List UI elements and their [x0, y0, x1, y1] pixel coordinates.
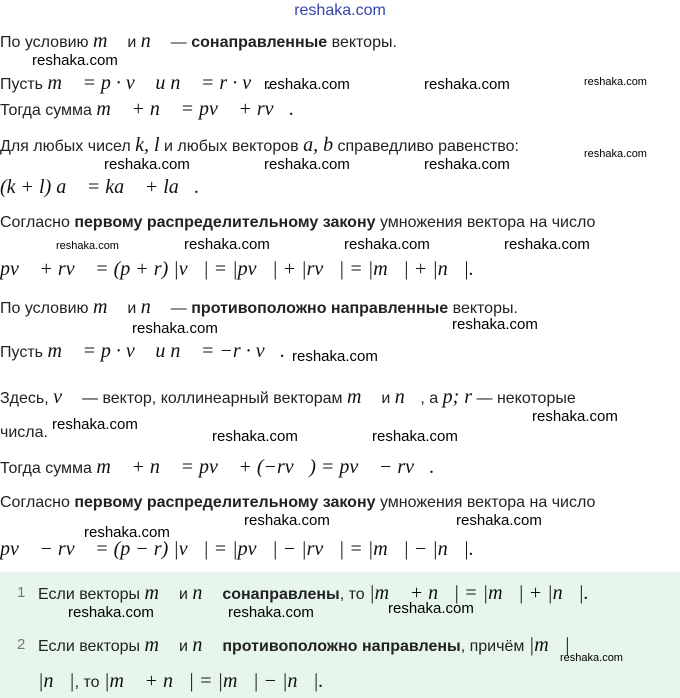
watermark[interactable]: reshaka.com — [104, 156, 190, 173]
watermark[interactable]: reshaka.com — [560, 652, 623, 664]
watermark[interactable]: reshaka.com — [424, 156, 510, 173]
summary-item-2-number: 2 — [17, 636, 26, 653]
watermark[interactable]: reshaka.com — [56, 240, 119, 252]
watermark[interactable]: reshaka.com — [292, 348, 378, 365]
text-line-let-opposite: Пусть m⃗ = p · v⃗ и n⃗ = −r · v⃗. — [0, 340, 286, 362]
watermark[interactable]: reshaka.com — [372, 428, 458, 445]
watermark[interactable]: reshaka.com — [52, 416, 138, 433]
text-line-numbers: числа. — [0, 424, 48, 441]
watermark[interactable]: reshaka.com — [504, 236, 590, 253]
summary-item-1-number: 1 — [17, 584, 26, 601]
summary-item-2: Если векторы m⃗ и n⃗ противоположно направлены, причём |m⃗| ⩾ — [38, 634, 591, 656]
watermark[interactable]: reshaka.com — [68, 604, 154, 621]
text-line-opposite-condition: По условию m⃗ и n⃗ — противоположно направленные векторы. — [0, 296, 518, 318]
summary-box — [0, 572, 680, 698]
formula-sum-opposite: pv⃗ − rv⃗ = (p − r) |v⃗| = |pv⃗| − |rv⃗| = |m⃗| − |n⃗|. — [0, 538, 474, 560]
watermark[interactable]: reshaka.com — [32, 52, 118, 69]
watermark[interactable]: reshaka.com — [228, 604, 314, 621]
text-line-sum-opposite: Тогда сумма m⃗ + n⃗ = pv⃗ + (−rv⃗) = pv⃗ − rv⃗. — [0, 456, 435, 478]
text-line-sum-codirected: Тогда сумма m⃗ + n⃗ = pv⃗ + rv⃗. — [0, 98, 295, 120]
watermark[interactable]: reshaka.com — [212, 428, 298, 445]
text-line-codirected-condition: По условию m⃗ и n⃗ — сонаправленные векторы. — [0, 30, 397, 52]
site-watermark-top[interactable]: reshaka.com — [294, 2, 386, 19]
watermark[interactable]: reshaka.com — [344, 236, 430, 253]
text-line-for-any-numbers: Для любых чисел k, l и любых векторов a, b справедливо равенство: — [0, 134, 519, 156]
watermark[interactable]: reshaka.com — [132, 320, 218, 337]
summary-item-1: Если векторы m⃗ и n⃗ сонаправлены, то |m⃗ + n⃗| = |m⃗| + |n⃗|. — [38, 582, 589, 604]
formula-distributive-law: (k + l) a⃗ = ka⃗ + la⃗. — [0, 176, 200, 198]
watermark[interactable]: reshaka.com — [264, 156, 350, 173]
watermark[interactable]: reshaka.com — [264, 76, 350, 93]
watermark[interactable]: reshaka.com — [84, 524, 170, 541]
formula-sum-codirected: pv⃗ + rv⃗ = (p + r) |v⃗| = |pv⃗| + |rv⃗| = |m⃗| + |n⃗|. — [0, 258, 474, 280]
text-line-by-first-law-2: Согласно первому распределительному закону умножения вектора на число — [0, 494, 596, 511]
watermark[interactable]: reshaka.com — [244, 512, 330, 529]
text-line-here-v-vector: Здесь, v⃗ — вектор, коллинеарный векторам m⃗ и n⃗, а p; r — некоторые — [0, 386, 576, 408]
watermark[interactable]: reshaka.com — [452, 316, 538, 333]
text-line-let-codirected: Пусть m⃗ = p · v⃗ и n⃗ = r · v⃗. — [0, 72, 272, 94]
watermark[interactable]: reshaka.com — [388, 600, 474, 617]
watermark[interactable]: reshaka.com — [424, 76, 510, 93]
watermark[interactable]: reshaka.com — [584, 76, 647, 88]
watermark[interactable]: reshaka.com — [532, 408, 618, 425]
watermark[interactable]: reshaka.com — [456, 512, 542, 529]
watermark[interactable]: reshaka.com — [184, 236, 270, 253]
text-line-by-first-law-1: Согласно первому распределительному закону умножения вектора на число — [0, 214, 596, 231]
summary-item-2-continuation: |n⃗|, то |m⃗ + n⃗| = |m⃗| − |n⃗|. — [38, 670, 324, 692]
watermark[interactable]: reshaka.com — [584, 148, 647, 160]
